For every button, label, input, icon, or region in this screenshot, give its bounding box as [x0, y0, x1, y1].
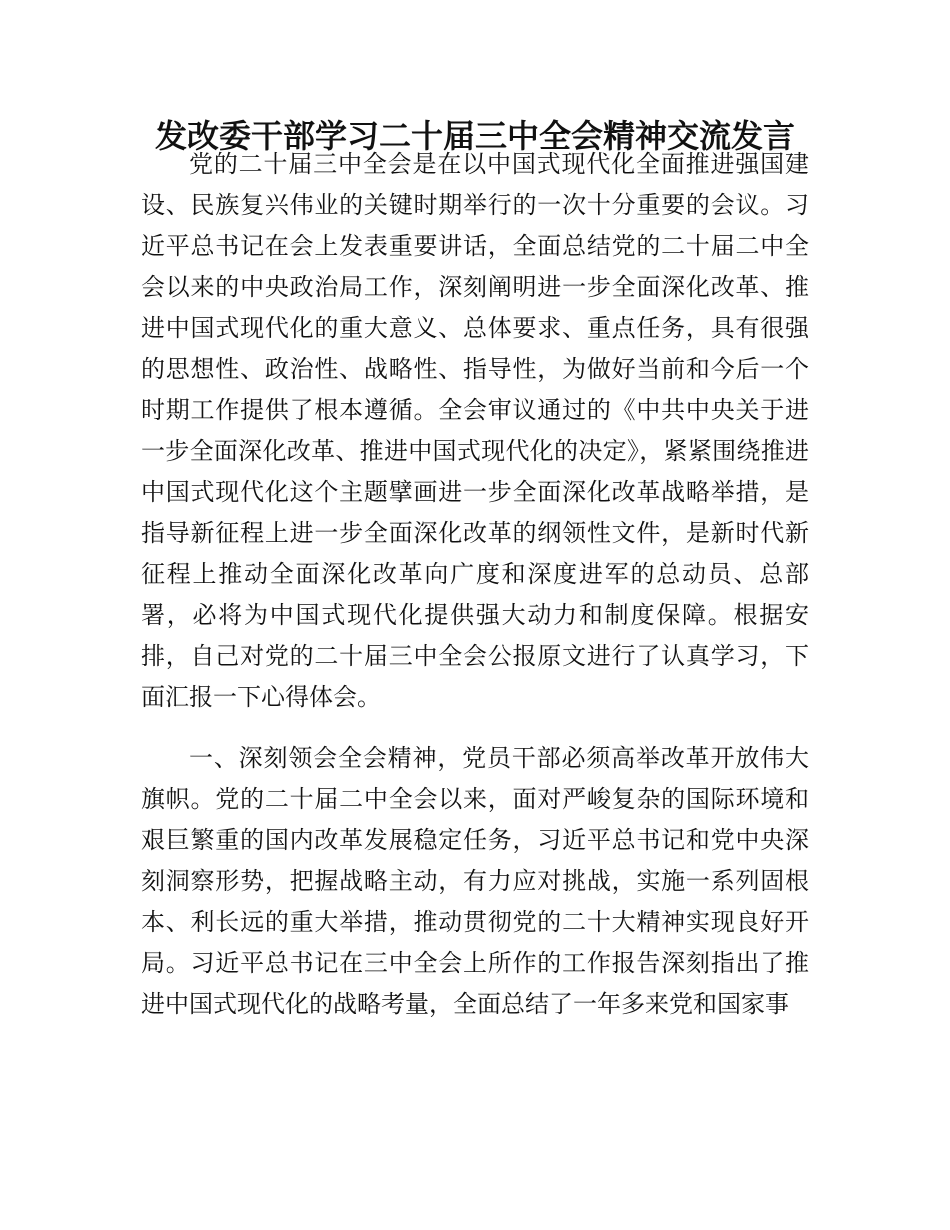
document-title: 发改委干部学习二十届三中全会精神交流发言	[154, 117, 795, 155]
paragraph-intro: 党的二十届三中全会是在以中国式现代化全面推进强国建设、民族复兴伟业的关键时期举行的一次十分重要的会议。习近平总书记在会上发表重要讲话，全面总结党的二十届二中全会以来的中央政治局工作，深刻阐明进一步全面深化改革、推进中国式现代化的重大意义、总体要求、重点任务，具有很强的思想性、政治性、战略性、指导性，为做好当前和今后一个时期工作提供了根本遵循。全会审议通过的《中共中央关于进一步全面深化改革、推进中国式现代化的决定》，紧紧围绕推进中国式现代化这个主题擘画进一步全面深化改革战略举措，是指导新征程上进一步全面深化改革的纲领性文件，是新时代新征程上推动全面深化改革向广度和深度进军的总动员、总部署，必将为中国式现代化提供强大动力和制度保障。根据安排，自己对党的二十届三中全会公报原文进行了认真学习，下面汇报一下心得体会。	[141, 150, 809, 711]
document-body	[141, 144, 809, 1025]
paragraph-section-one: 一、深刻领会全会精神，党员干部必须高举改革开放伟大旗帜。党的二十届二中全会以来，面对严峻复杂的国际环境和艰巨繁重的国内改革发展稳定任务，习近平总书记和党中央深刻洞察形势，把握战略主动，有力应对挑战，实施一系列固根本、利长远的重大举措，推动贯彻党的二十大精神实现良好开局。习近平总书记在三中全会上所作的工作报告深刻指出了推进中国式现代化的战略考量，全面总结了一年多来党和国家事	[141, 744, 809, 1018]
